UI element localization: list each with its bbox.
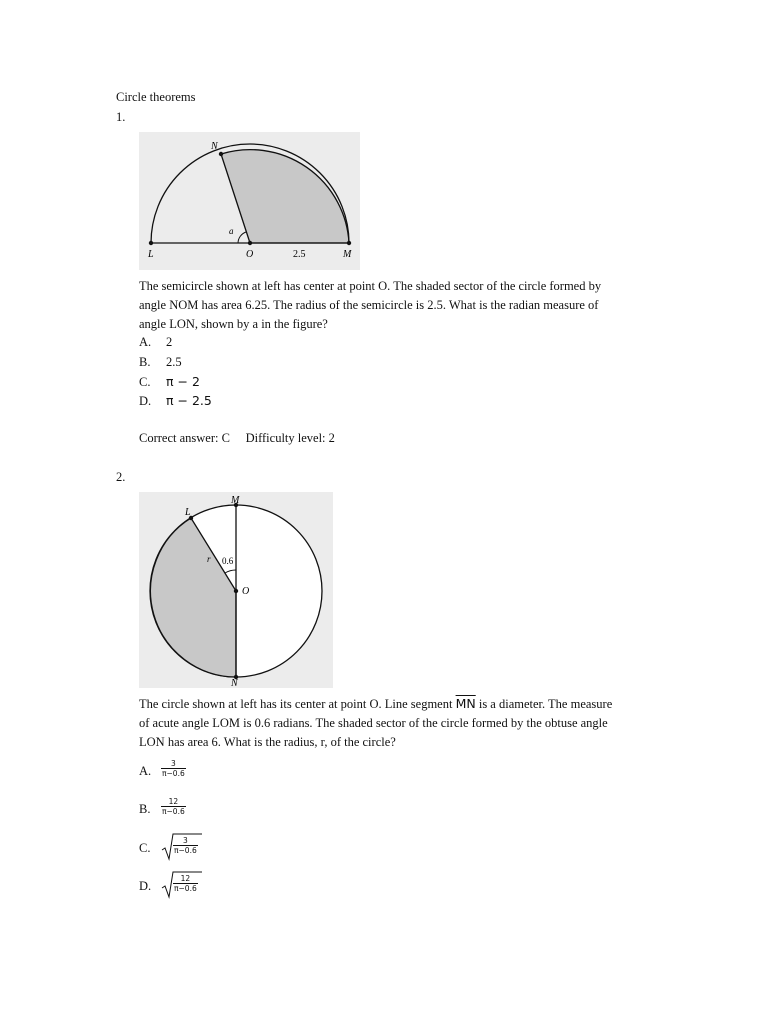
q1-label-a: a <box>229 226 234 236</box>
q2-label-N: N <box>231 678 238 688</box>
fraction-numerator: 3 <box>182 836 188 845</box>
q2-label-L: L <box>185 507 191 518</box>
q1-label-L: L <box>148 249 154 260</box>
q2-label-r: r <box>207 554 211 564</box>
choice-value: π − 2.5 <box>166 393 212 408</box>
q1-choice-a[interactable] <box>139 335 172 350</box>
q2-figure <box>139 492 333 688</box>
q2-choice-a-fraction <box>161 759 186 778</box>
page-heading: Circle theorems <box>116 90 196 104</box>
q2-circle-diagram <box>139 492 333 688</box>
fraction-denominator: π−0.6 <box>174 846 197 855</box>
q1-label-M: M <box>343 249 352 260</box>
q2-label-angle: 0.6 <box>222 556 234 566</box>
q2-text-line <box>139 694 612 714</box>
q1-label-N: N <box>211 141 218 152</box>
choice-letter: B. <box>139 355 151 369</box>
q1-point-N <box>219 152 223 156</box>
choice-value: 2 <box>166 335 173 349</box>
fraction-denominator: π−0.6 <box>174 884 197 893</box>
q1-text-line: angle LON, shown by a in the figure? <box>139 317 328 331</box>
fraction-numerator: 12 <box>180 874 191 883</box>
choice-letter: A. <box>139 335 152 349</box>
q2-label-O: O <box>242 586 250 597</box>
q1-question-text <box>139 277 601 334</box>
q1-choice-b[interactable] <box>139 355 182 370</box>
segment-MN: $\overline{MN}$ <box>455 696 476 711</box>
q1-figure <box>139 132 360 270</box>
q1-text-line: The semicircle shown at left has center at point O. The shaded sector of the circle formed by <box>139 279 602 293</box>
q1-answer-info: Correct answer: C Difficulty level: 2 <box>139 431 335 445</box>
q1-choice-c[interactable] <box>139 374 200 390</box>
q1-choice-d[interactable] <box>139 393 212 409</box>
q1-angle-mark <box>238 232 246 243</box>
q2-choice-c-letter[interactable]: C. <box>139 841 151 855</box>
choice-value: π − 2 <box>166 374 200 389</box>
fraction-numerator: 3 <box>170 759 176 768</box>
q2-text-line: LON has area 6. What is the radius, r, of the circle? <box>139 735 396 749</box>
q2-choice-c-fraction <box>173 836 198 855</box>
q2-text-before: The circle shown at left has its center at point O. Line segment <box>139 697 456 711</box>
fraction-denominator: π−0.6 <box>162 769 185 778</box>
choice-letter: D. <box>139 394 152 408</box>
question-2-number: 2. <box>116 470 126 484</box>
q2-text-after: is a diameter. The measure <box>475 697 613 711</box>
question-1-number: 1. <box>116 110 126 124</box>
q1-label-O: O <box>246 249 254 260</box>
q2-choice-b-fraction <box>161 797 186 816</box>
q1-label-radius: 2.5 <box>293 249 306 260</box>
choice-letter: C. <box>139 375 151 389</box>
q1-shaded-sector <box>221 150 349 243</box>
q2-choice-d-radical <box>161 871 203 899</box>
q2-text-line: of acute angle LOM is 0.6 radians. The shaded sector of the circle formed by the obtuse angle <box>139 716 608 730</box>
q2-label-M: M <box>231 495 240 506</box>
q1-semicircle-diagram <box>139 132 360 270</box>
q2-choice-a-letter[interactable]: A. <box>139 764 152 778</box>
q1-point-L <box>149 241 153 245</box>
q2-choice-b-letter[interactable]: B. <box>139 802 151 816</box>
q2-choice-d-letter[interactable]: D. <box>139 879 152 893</box>
q1-text-line: angle NOM has area 6.25. The radius of the semicircle is 2.5. What is the radian measure of <box>139 298 599 312</box>
fraction-numerator: 12 <box>168 797 179 806</box>
q2-choice-d-fraction <box>173 874 198 893</box>
q1-point-M <box>347 241 351 245</box>
q1-point-O <box>248 241 252 245</box>
choice-value: 2.5 <box>166 355 182 369</box>
q2-choice-c-radical <box>161 833 203 861</box>
q2-question-text <box>139 694 612 752</box>
fraction-denominator: π−0.6 <box>162 807 185 816</box>
q2-point-O <box>234 589 238 593</box>
